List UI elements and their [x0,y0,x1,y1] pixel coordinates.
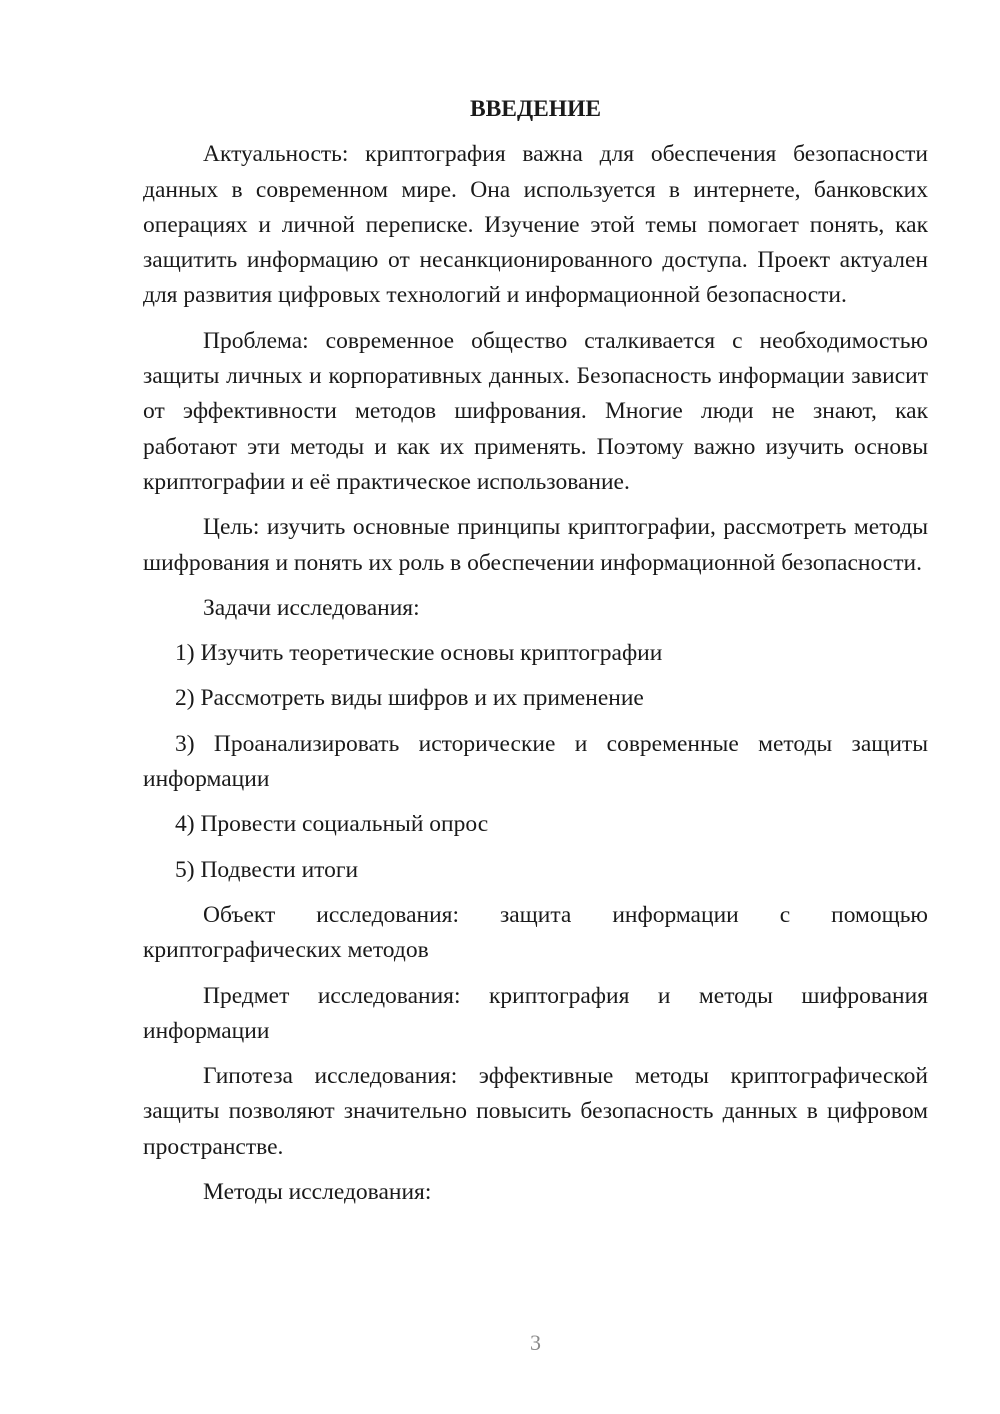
page-number: 3 [530,1330,541,1355]
relevance-paragraph: Актуальность: криптография важна для обеспечения безопасности данных в современном мире. Она используется в интернете, банковских операциях и личной переписке. Изучение этой темы помогает понять, как защитить информацию от несанкционированного доступа. Проект актуален для развития цифровых технологий и информационной безопасности. [143,141,928,309]
object-paragraph: Объект исследования: защита информации с помощью криптографических методов [143,901,928,964]
task-item-2: 2) Рассмотреть виды шифров и их применение [175,685,644,712]
problem-paragraph: Проблема: современное общество сталкивается с необходимостью защиты личных и корпоративных данных. Безопасность информации зависит от эффективности методов шифрования. Многие люди не знают, как работают эти методы и как их применять. Поэтому важно изучить основы криптографии и её практическое использование. [143,327,928,495]
task-item-5: 5) Подвести итоги [175,856,359,883]
tasks-heading: Задачи исследования: [203,594,420,621]
subject-paragraph: Предмет исследования: криптография и методы шифрования информации [143,982,928,1044]
task-item-1: 1) Изучить теоретические основы криптографии [175,640,663,667]
task-item-4: 4) Провести социальный опрос [175,811,489,838]
section-title: ВВЕДЕНИЕ [469,96,602,122]
methods-heading: Методы исследования: [203,1179,432,1206]
hypothesis-paragraph: Гипотеза исследования: эффективные методы криптографической защиты позволяют значительно повысить безопасность данных в цифровом пространстве. [143,1063,928,1160]
task-item-3: 3) Проанализировать исторические и современные методы защиты информации [143,730,928,793]
document-page [143,92,928,1220]
goal-paragraph: Цель: изучить основные принципы криптографии, рассмотреть методы шифрования и понять их роль в обеспечении информационной безопасности. [143,514,928,576]
